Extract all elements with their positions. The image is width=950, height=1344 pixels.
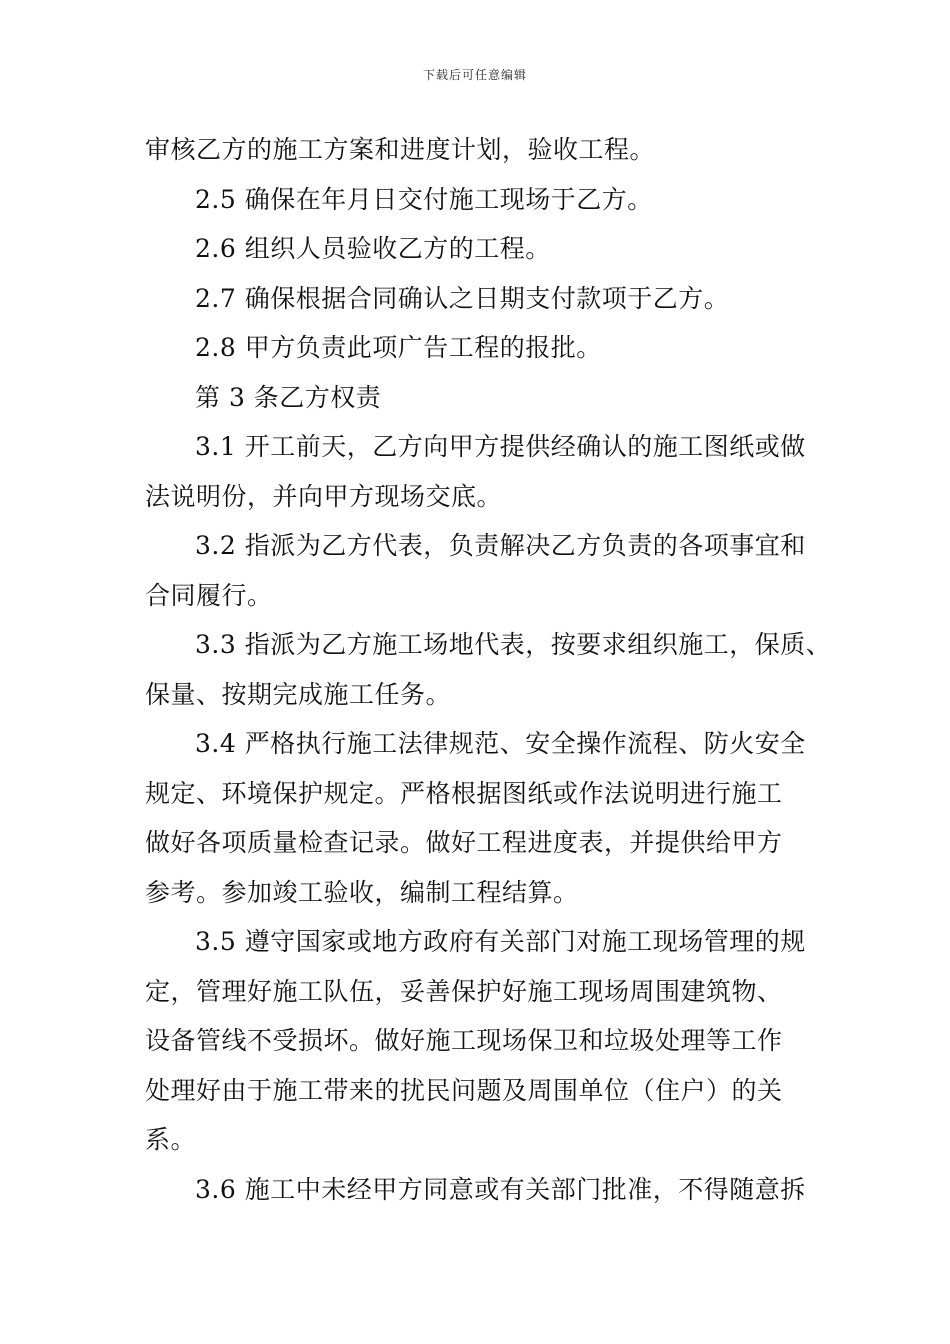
paragraph-line: 法说明份，并向甲方现场交底。	[145, 481, 503, 511]
paragraph-line: 处理好由于施工带来的扰民问题及周围单位（住户）的关	[145, 1075, 783, 1105]
paragraph-line: 规定、环境保护规定。严格根据图纸或作法说明进行施工	[145, 778, 783, 808]
paragraph-line: 3.6 施工中未经甲方同意或有关部门批准，不得随意拆	[195, 1174, 806, 1204]
section-heading: 第 3 条乙方权责	[195, 382, 382, 412]
paragraph-line: 合同履行。	[145, 580, 273, 610]
paragraph-line: 保量、按期完成施工任务。	[145, 679, 452, 709]
paragraph-line: 2.5 确保在年月日交付施工现场于乙方。	[195, 184, 653, 214]
paragraph-line: 3.5 遵守国家或地方政府有关部门对施工现场管理的规	[195, 927, 806, 956]
paragraph-line: 做好各项质量检查记录。做好工程进度表，并提供给甲方	[145, 828, 783, 857]
paragraph-line: 参考。参加竣工验收，编制工程结算。	[145, 877, 579, 907]
page-header-note: 下载后可任意编辑	[422, 68, 527, 82]
document-body	[145, 125, 832, 1214]
paragraph-line: 定，管理好施工队伍，妥善保护好施工现场周围建筑物、	[145, 976, 783, 1006]
paragraph-line: 3.4 严格执行施工法律规范、安全操作流程、防火安全	[195, 729, 806, 758]
paragraph-line: 系。	[145, 1125, 197, 1154]
paragraph-line: 审核乙方的施工方案和进度计划，验收工程。	[145, 135, 656, 164]
paragraph-line: 2.6 组织人员验收乙方的工程。	[195, 234, 551, 263]
paragraph-line: 设备管线不受损坏。做好施工现场保卫和垃圾处理等工作	[145, 1026, 783, 1055]
paragraph-line: 2.8 甲方负责此项广告工程的报批。	[195, 333, 602, 362]
paragraph-line: 2.7 确保根据合同确认之日期支付款项于乙方。	[195, 283, 730, 313]
paragraph-line: 3.3 指派为乙方施工场地代表，按要求组织施工，保质、	[195, 630, 832, 659]
paragraph-line: 3.1 开工前天，乙方向甲方提供经确认的施工图纸或做	[195, 432, 806, 461]
paragraph-line: 3.2 指派为乙方代表，负责解决乙方负责的各项事宜和	[195, 531, 806, 560]
